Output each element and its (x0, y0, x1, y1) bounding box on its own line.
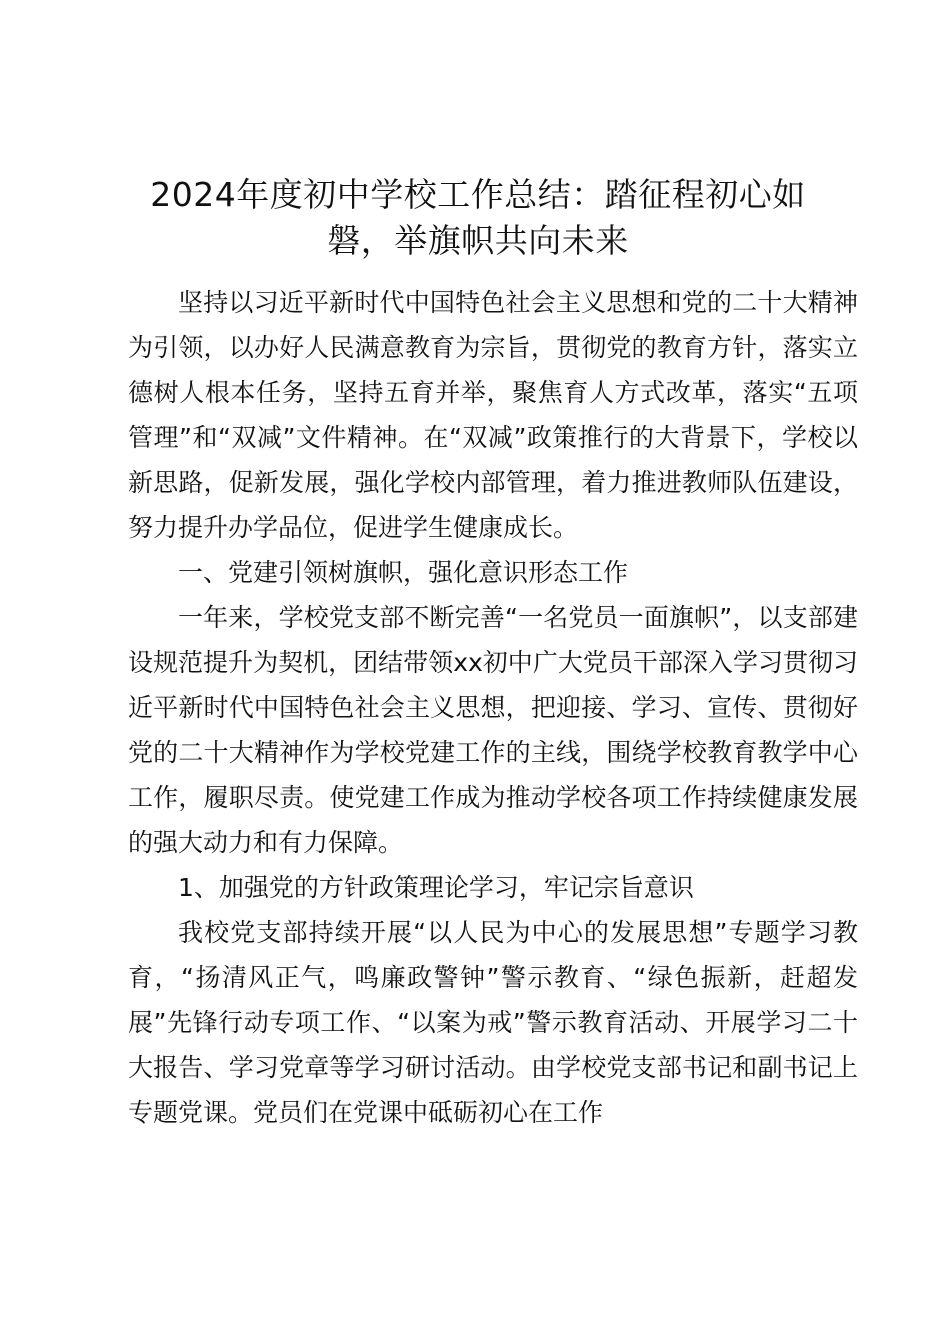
subsection-heading-theory-study: 1、加强党的方针政策理论学习，牢记宗旨意识 (178, 873, 694, 902)
document-body (128, 280, 858, 1135)
intro-paragraph: 坚持以习近平新时代中国特色社会主义思想和党的二十大精神为引领，以办好人民满意教育为宗旨，贯彻党的教育方针，落实立德树人根本任务，坚持五育并举，聚焦育人方式改革，落实“五项管理”和“双减”文件精神。在“双减”政策推行的大背景下，学校以新思路，促新发展，强化学校内部管理，着力推进教师队伍建设，努力提升办学品位，促进学生健康成长。 (128, 288, 858, 542)
theory-study-paragraph: 我校党支部持续开展“以人民为中心的发展思想”专题学习教育，“扬清风正气，鸣廉政警钟”警示教育、“绿色振新，赶超发展”先锋行动专项工作、“以案为戒”警示教育活动、开展学习二十大报告、学习党章等学习研讨活动。由学校党支部书记和副书记上专题党课。党员们在党课中砥砺初心在工作 (128, 918, 858, 1127)
document-title: 2024年度初中学校工作总结：踏征程初心如磐，举旗帜共向未来 (150, 175, 806, 260)
section-heading-party-building: 一、党建引领树旗帜，强化意识形态工作 (178, 558, 629, 587)
party-building-paragraph: 一年来，学校党支部不断完善“一名党员一面旗帜”，以支部建设规范提升为契机，团结带领xx初中广大党员干部深入学习贯彻习近平新时代中国特色社会主义思想，把迎接、学习、宣传、贯彻好党的二十大精神作为学校党建工作的主线，围绕学校教育教学中心工作，履职尽责。使党建工作成为推动学校各项工作持续健康发展的强大动力和有力保障。 (128, 603, 858, 857)
